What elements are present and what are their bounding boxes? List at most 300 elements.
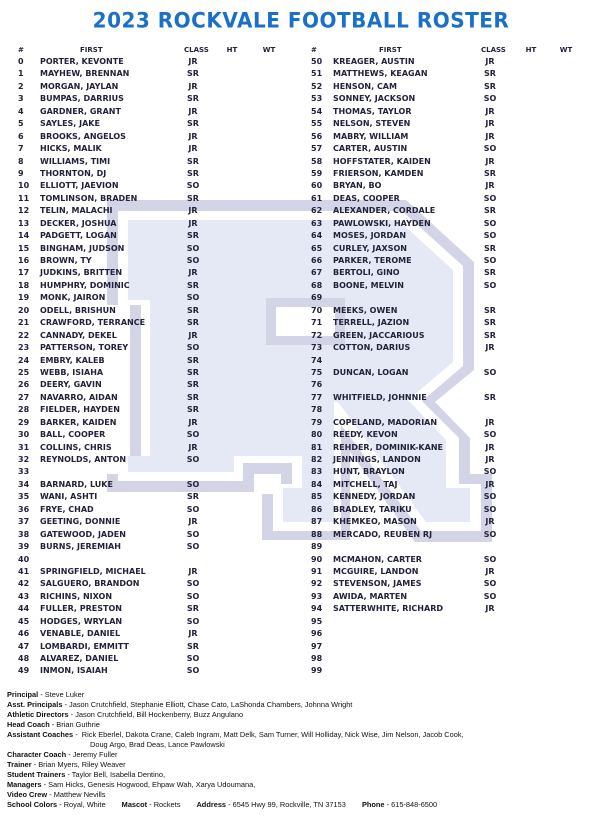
player-name: BERTOLI, GINO	[333, 268, 400, 278]
player-class: SR	[187, 156, 199, 166]
player-name: JENNINGS, LANDON	[333, 455, 421, 464]
player-name: FRYE, CHAD	[40, 504, 94, 514]
player-class: SO	[186, 654, 200, 663]
player-class: SO	[483, 94, 497, 104]
player-number: 88	[311, 529, 323, 539]
player-name: WHITFIELD, JOHNNIE	[333, 392, 427, 402]
player-number: 13	[18, 218, 30, 228]
player-number: 6	[18, 131, 24, 141]
player-class: SO	[483, 144, 497, 154]
player-class: JR	[188, 106, 198, 116]
player-name: BROWN, TY	[40, 256, 92, 265]
player-name: PAWLOWSKI, HAYDEN	[333, 218, 431, 228]
player-number: 70	[311, 305, 323, 315]
header-number: #	[18, 46, 24, 54]
player-number: 98	[311, 654, 323, 663]
staff-trainer: Trainer - Brian Myers, Riley Weaver	[7, 760, 126, 769]
player-number: 14	[18, 231, 30, 241]
player-class: SO	[186, 579, 200, 589]
player-class: JR	[188, 566, 198, 576]
player-class: JR	[485, 119, 495, 129]
header-class: CLASS	[481, 46, 506, 54]
player-class: SR	[187, 280, 199, 290]
page-title: 2023 ROCKVALE FOOTBALL ROSTER	[92, 7, 510, 33]
player-name: HODGES, WRYLAN	[40, 616, 123, 626]
player-name: DUNCAN, LOGAN	[333, 367, 409, 377]
player-number: 91	[311, 566, 323, 576]
player-name: FULLER, PRESTON	[40, 604, 122, 614]
player-number: 92	[311, 579, 323, 589]
player-class: SR	[484, 330, 496, 340]
player-name: ODELL, BRISHUN	[40, 305, 116, 315]
player-number: 32	[18, 455, 30, 464]
player-class: JR	[188, 144, 198, 154]
player-name: SATTERWHITE, RICHARD	[333, 604, 443, 614]
player-number: 17	[18, 268, 30, 278]
player-number: 43	[18, 591, 30, 601]
player-name: BINGHAM, JUDSON	[40, 243, 125, 253]
player-class: SR	[187, 119, 199, 129]
player-name: HUNT, BRAYLON	[333, 467, 405, 477]
player-number: 86	[311, 504, 323, 514]
player-number: 84	[311, 479, 323, 489]
player-number: 50	[311, 57, 323, 66]
player-name: MORGAN, JAYLAN	[40, 81, 119, 91]
staff-video-crew: Video Crew - Matthew Nevills	[7, 790, 106, 799]
player-number: 89	[311, 542, 323, 552]
player-number: 0	[18, 57, 24, 66]
player-number: 9	[18, 168, 24, 178]
player-number: 42	[18, 579, 30, 589]
header-first: FIRST	[379, 46, 402, 54]
player-name: TOMLINSON, BRADEN	[40, 193, 138, 203]
player-number: 65	[311, 243, 323, 253]
player-name: MEEKS, OWEN	[333, 305, 398, 315]
player-number: 52	[311, 81, 323, 91]
player-class: SR	[187, 492, 199, 502]
player-name: CARTER, AUSTIN	[333, 144, 408, 154]
player-name: GEETING, DONNIE	[40, 517, 121, 527]
player-class: SR	[484, 81, 496, 91]
player-name: HUMPHRY, DOMINIC	[40, 280, 130, 290]
player-number: 35	[18, 492, 30, 502]
header-ht: HT	[525, 46, 537, 54]
player-name: AWIDA, MARTEN	[333, 591, 408, 601]
player-name: TERRELL, JAZION	[333, 318, 410, 328]
player-number: 80	[311, 430, 323, 440]
player-name: CURLEY, JAXSON	[333, 243, 407, 253]
player-class: JR	[485, 517, 495, 527]
player-number: 45	[18, 616, 30, 626]
player-number: 20	[18, 305, 30, 315]
player-name: KREAGER, AUSTIN	[333, 57, 415, 66]
player-number: 18	[18, 280, 30, 290]
player-name: EMBRY, KALEB	[40, 355, 105, 365]
player-number: 28	[18, 405, 30, 415]
player-number: 48	[18, 654, 30, 663]
player-class: JR	[485, 566, 495, 576]
player-class: SR	[187, 318, 199, 328]
player-class: JR	[188, 206, 198, 216]
player-name: MONK, JAIRON	[40, 293, 106, 303]
player-number: 87	[311, 517, 323, 527]
player-name: ALVAREZ, DANIEL	[40, 654, 119, 663]
player-name: BRADLEY, TARIKU	[333, 504, 412, 514]
player-name: MOSES, JORDAN	[333, 231, 407, 241]
player-number: 12	[18, 206, 30, 216]
player-number: 55	[311, 119, 323, 129]
player-number: 85	[311, 492, 323, 502]
player-class: SO	[483, 529, 497, 539]
player-number: 15	[18, 243, 30, 253]
player-class: JR	[485, 156, 495, 166]
player-name: GARDNER, GRANT	[40, 106, 121, 116]
player-class: SO	[483, 280, 497, 290]
staff-section	[7, 690, 464, 810]
player-number: 60	[311, 181, 323, 191]
player-class: SR	[484, 318, 496, 328]
player-class: SR	[187, 94, 199, 104]
player-class: JR	[188, 218, 198, 228]
player-name: SONNEY, JACKSON	[333, 94, 416, 104]
player-name: BARNARD, LUKE	[40, 479, 113, 489]
player-class: SO	[186, 479, 200, 489]
player-class: SO	[186, 455, 200, 464]
player-name: DEAS, COOPER	[333, 193, 400, 203]
staff-assistant-coaches: Assistant Coaches - Rick Eberlel, Dakota Crane, Caleb Ingram, Matt Delk, Sam Turner, Will Holliday, Nick Wise, Jim Nelson, Jacob Cook,	[7, 730, 464, 739]
player-class: JR	[485, 181, 495, 191]
staff-asst-principals: Asst. Principals - Jason Crutchfield, Stephanie Elliott, Chase Cato, LaShonda Chambers, Johnna Wright	[7, 700, 353, 709]
player-number: 77	[311, 392, 323, 402]
player-name: JUDKINS, BRITTEN	[40, 268, 123, 278]
player-name: FRIERSON, KAMDEN	[333, 168, 424, 178]
player-number: 69	[311, 293, 323, 303]
player-class: JR	[485, 442, 495, 452]
player-class: SR	[187, 231, 199, 241]
player-number: 40	[18, 554, 30, 564]
phone: 615-848-6500	[391, 800, 438, 809]
player-number: 54	[311, 106, 323, 116]
player-name: RICHINS, NIXON	[40, 591, 113, 601]
player-class: SR	[187, 641, 199, 651]
player-class: SR	[484, 168, 496, 178]
player-name: CANNADY, DEKEL	[40, 330, 117, 340]
player-class: SO	[186, 256, 200, 265]
player-name: NELSON, STEVEN	[333, 119, 411, 129]
player-class: JR	[188, 517, 198, 527]
player-number: 26	[18, 380, 30, 390]
header-ht: HT	[226, 46, 238, 54]
player-class: SO	[186, 542, 200, 552]
player-name: PARKER, TEROME	[333, 256, 412, 265]
player-name: PADGETT, LOGAN	[40, 231, 117, 241]
player-name: BALL, COOPER	[40, 430, 106, 440]
player-number: 41	[18, 566, 30, 576]
player-class: SO	[483, 504, 497, 514]
player-name: BARKER, KAIDEN	[40, 417, 117, 427]
player-number: 51	[311, 69, 323, 79]
player-name: THOMAS, TAYLOR	[333, 106, 412, 116]
player-number: 73	[311, 343, 323, 353]
player-class: JR	[188, 629, 198, 639]
player-class: SO	[186, 430, 200, 440]
player-number: 11	[18, 193, 30, 203]
player-class: JR	[188, 81, 198, 91]
player-name: WILLIAMS, TIMI	[40, 156, 111, 166]
player-class: SO	[483, 579, 497, 589]
player-number: 90	[311, 554, 323, 564]
player-class: SO	[483, 367, 497, 377]
player-class: SO	[483, 467, 497, 477]
player-class: SR	[484, 268, 496, 278]
player-number: 63	[311, 218, 323, 228]
player-number: 38	[18, 529, 30, 539]
player-class: JR	[188, 131, 198, 141]
player-number: 83	[311, 467, 323, 477]
player-number: 71	[311, 318, 323, 328]
player-number: 22	[18, 330, 30, 340]
player-number: 30	[18, 430, 30, 440]
player-number: 46	[18, 629, 30, 639]
player-class: JR	[485, 343, 495, 353]
player-number: 39	[18, 542, 30, 552]
player-number: 99	[311, 666, 323, 676]
header-wt: WT	[262, 46, 276, 54]
player-class: SO	[483, 591, 497, 601]
player-class: JR	[485, 57, 495, 66]
player-name: HENSON, CAM	[333, 81, 397, 91]
player-class: SO	[186, 293, 200, 303]
player-number: 56	[311, 131, 323, 141]
player-class: SO	[483, 256, 497, 265]
staff-principal: Principal - Steve Luker	[7, 690, 85, 699]
player-number: 81	[311, 442, 323, 452]
player-class: JR	[188, 442, 198, 452]
player-class: JR	[188, 268, 198, 278]
player-number: 37	[18, 517, 30, 527]
player-number: 76	[311, 380, 323, 390]
player-class: JR	[188, 330, 198, 340]
player-number: 62	[311, 206, 323, 216]
player-class: SO	[186, 181, 200, 191]
player-name: BRYAN, BO	[333, 181, 382, 191]
player-name: KENNEDY, JORDAN	[333, 492, 416, 502]
player-name: REHDER, DOMINIK-KANE	[333, 442, 443, 452]
player-number: 97	[311, 641, 323, 651]
staff-character-coach: Character Coach - Jeremy Fuller	[7, 750, 118, 759]
player-number: 34	[18, 479, 30, 489]
player-number: 2	[18, 81, 24, 91]
player-class: JR	[485, 131, 495, 141]
player-number: 64	[311, 231, 323, 241]
player-name: SAYLES, JAKE	[40, 119, 100, 129]
player-class: JR	[485, 604, 495, 614]
player-name: PATTERSON, TOREY	[40, 343, 129, 353]
player-number: 96	[311, 629, 323, 639]
player-number: 59	[311, 168, 323, 178]
player-number: 49	[18, 666, 30, 676]
player-class: SR	[187, 168, 199, 178]
player-class: SO	[186, 666, 200, 676]
staff-managers: Managers - Sam Hicks, Genesis Hogwood, Ehpaw Wah, Xarya Udoumana,	[7, 780, 256, 789]
player-name: BUMPAS, DARRIUS	[40, 94, 124, 104]
player-number: 57	[311, 144, 323, 154]
player-class: JR	[485, 455, 495, 464]
player-number: 74	[311, 355, 323, 365]
player-class: SR	[187, 405, 199, 415]
mascot: Rockets	[153, 800, 181, 809]
player-number: 58	[311, 156, 323, 166]
player-class: SO	[483, 193, 497, 203]
player-class: SR	[484, 392, 496, 402]
player-number: 7	[18, 144, 24, 154]
player-name: WEBB, ISIAHA	[40, 367, 104, 377]
player-class: SO	[186, 504, 200, 514]
player-number: 75	[311, 367, 323, 377]
player-class: SO	[483, 430, 497, 440]
player-class: SR	[187, 392, 199, 402]
staff-athletic-directors: Athletic Directors - Jason Crutchfield, Bill Hockenberry, Buzz Angulano	[7, 710, 244, 719]
player-name: HOFFSTATER, KAIDEN	[333, 156, 431, 166]
player-name: COPELAND, MADORIAN	[333, 417, 438, 427]
player-number: 27	[18, 392, 30, 402]
header-class: CLASS	[184, 46, 209, 54]
player-name: LOMBARDI, EMMITT	[40, 641, 129, 651]
player-class: SR	[187, 193, 199, 203]
player-number: 3	[18, 94, 24, 104]
player-number: 1	[18, 69, 24, 79]
player-number: 82	[311, 455, 323, 464]
player-name: REEDY, KEVON	[333, 430, 398, 440]
player-name: FIELDER, HAYDEN	[40, 405, 120, 415]
player-number: 24	[18, 355, 30, 365]
player-name: MCGUIRE, LANDON	[333, 566, 419, 576]
player-number: 79	[311, 417, 323, 427]
player-class: SR	[484, 206, 496, 216]
player-number: 67	[311, 268, 323, 278]
school-info: School Colors - Royal, White Mascot - Rockets Address - 6545 Hwy 99, Rockville, TN 37153 Phone - 615-848-6500	[7, 800, 438, 809]
player-class: SR	[187, 380, 199, 390]
player-name: BROOKS, ANGELOS	[40, 131, 126, 141]
player-name: GREEN, JACCARIOUS	[333, 330, 425, 340]
player-name: ELLIOTT, JAEVION	[40, 181, 119, 191]
player-name: MAYHEW, BRENNAN	[40, 69, 130, 79]
player-class: SO	[186, 343, 200, 353]
player-number: 72	[311, 330, 323, 340]
player-name: HICKS, MALIK	[40, 144, 102, 154]
player-name: THORNTON, DJ	[40, 168, 107, 178]
player-number: 61	[311, 193, 323, 203]
player-class: SR	[187, 305, 199, 315]
player-class: JR	[188, 417, 198, 427]
player-class: SO	[186, 591, 200, 601]
player-name: MATTHEWS, KEAGAN	[333, 69, 428, 79]
player-number: 23	[18, 343, 30, 353]
player-name: BOONE, MELVIN	[333, 280, 404, 290]
player-class: JR	[485, 106, 495, 116]
player-name: NAVARRO, AIDAN	[40, 392, 118, 402]
player-number: 8	[18, 156, 24, 166]
player-name: SALGUERO, BRANDON	[40, 579, 140, 589]
player-number: 33	[18, 467, 30, 477]
staff-assistant-coaches-cont: Doug Argo, Brad Deas, Lance Pawlowski	[90, 740, 225, 749]
player-name: PORTER, KEVONTE	[40, 57, 124, 66]
player-number: 19	[18, 293, 30, 303]
player-class: JR	[188, 57, 198, 66]
player-number: 4	[18, 106, 24, 116]
player-name: MCMAHON, CARTER	[333, 554, 422, 564]
player-name: MABRY, WILLIAM	[333, 131, 409, 141]
player-class: SO	[483, 218, 497, 228]
player-class: SR	[484, 243, 496, 253]
player-name: DEERY, GAVIN	[40, 380, 102, 390]
player-class: SO	[483, 492, 497, 502]
player-number: 94	[311, 604, 323, 614]
player-number: 53	[311, 94, 323, 104]
player-name: TELIN, MALACHI	[40, 206, 113, 216]
player-class: SO	[186, 616, 200, 626]
player-name: DECKER, JOSHUA	[40, 218, 117, 228]
player-class: SR	[187, 604, 199, 614]
player-name: VENABLE, DANIEL	[40, 629, 121, 639]
player-class: SR	[187, 367, 199, 377]
player-class: SR	[187, 69, 199, 79]
player-class: SO	[483, 554, 497, 564]
player-name: COLLINS, CHRIS	[40, 442, 112, 452]
player-name: REYNOLDS, ANTON	[40, 455, 127, 464]
player-name: KHEMKEO, MASON	[333, 517, 417, 527]
player-number: 78	[311, 405, 323, 415]
staff-student-trainers: Student Trainers - Taylor Bell, Isabella Dentino,	[7, 770, 166, 779]
player-class: SR	[187, 355, 199, 365]
player-name: STEVENSON, JAMES	[333, 579, 422, 589]
player-number: 95	[311, 616, 323, 626]
player-class: SO	[483, 231, 497, 241]
player-number: 16	[18, 256, 30, 265]
player-name: SPRINGFIELD, MICHAEL	[40, 566, 146, 576]
player-class: SR	[484, 69, 496, 79]
player-number: 5	[18, 119, 24, 129]
player-name: MITCHELL, TAJ	[333, 479, 398, 489]
player-class: SO	[186, 529, 200, 539]
player-class: SR	[484, 305, 496, 315]
player-name: WANI, ASHTI	[40, 492, 98, 502]
player-name: GATEWOOD, JADEN	[40, 529, 126, 539]
player-class: JR	[485, 479, 495, 489]
address: 6545 Hwy 99, Rockville, TN 37153	[232, 800, 346, 809]
player-number: 36	[18, 504, 30, 514]
player-number: 21	[18, 318, 30, 328]
header-wt: WT	[559, 46, 573, 54]
player-number: 93	[311, 591, 323, 601]
player-class: SO	[186, 243, 200, 253]
player-name: COTTON, DARIUS	[333, 343, 411, 353]
player-number: 47	[18, 641, 30, 651]
player-name: MERCADO, REUBEN RJ	[333, 529, 433, 539]
player-number: 29	[18, 417, 30, 427]
player-number: 68	[311, 280, 323, 290]
player-number: 66	[311, 256, 323, 265]
staff-head-coach: Head Coach - Brian Guthrie	[7, 720, 100, 729]
player-number: 25	[18, 367, 30, 377]
player-name: CRAWFORD, TERRANCE	[40, 318, 146, 328]
player-name: ALEXANDER, CORDALE	[333, 206, 436, 216]
header-first: FIRST	[80, 46, 103, 54]
player-name: INMON, ISAIAH	[40, 666, 108, 676]
school-colors: Royal, White	[63, 800, 106, 809]
player-name: BURNS, JEREMIAH	[40, 542, 121, 552]
header-number: #	[311, 46, 317, 54]
